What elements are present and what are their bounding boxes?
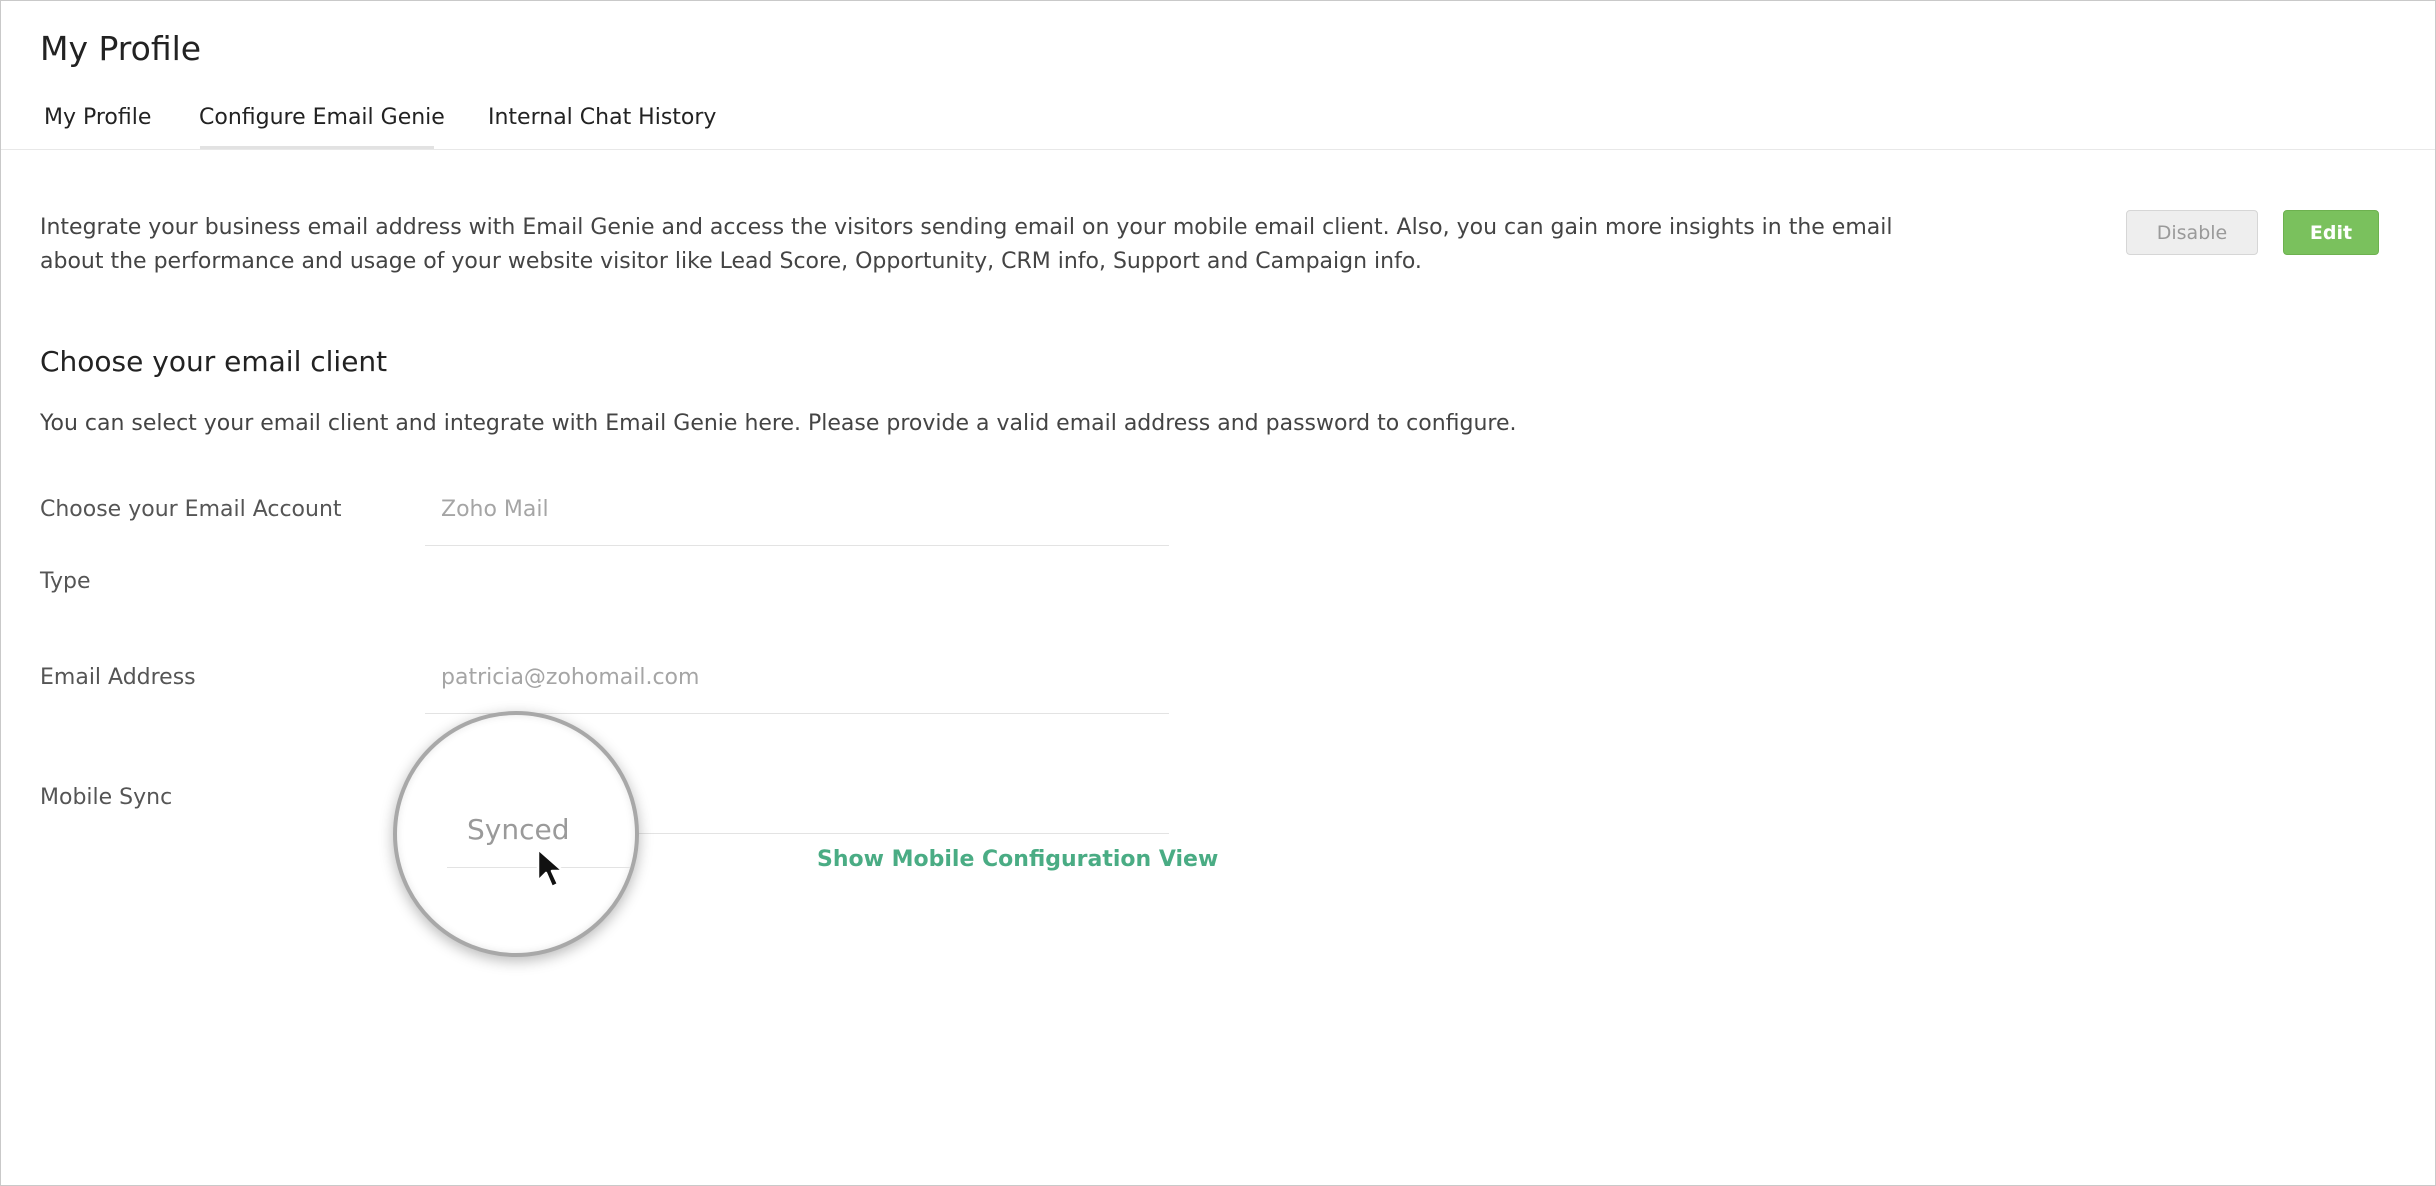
show-mobile-configuration-link[interactable]: Show Mobile Configuration View bbox=[817, 847, 1219, 872]
email-account-label: Choose your Email Account bbox=[40, 497, 342, 522]
page-title: My Profile bbox=[40, 29, 202, 68]
tab-configure-email-genie[interactable]: Configure Email Genie bbox=[199, 105, 445, 130]
intro-line-2: about the performance and usage of your website visitor like Lead Score, Opportunity, CRM info, Support and Campaign info. bbox=[40, 249, 1422, 274]
tab-my-profile[interactable]: My Profile bbox=[44, 105, 152, 130]
active-tab-indicator bbox=[200, 146, 434, 149]
intro-text bbox=[40, 211, 1920, 279]
email-account-underline bbox=[425, 545, 1169, 546]
magnifier-lens bbox=[393, 711, 639, 957]
mobile-sync-status: Synced bbox=[467, 813, 570, 846]
section-description: You can select your email client and integrate with Email Genie here. Please provide a valid email address and password to configure. bbox=[40, 411, 1517, 436]
mouse-pointer-icon bbox=[535, 847, 569, 893]
email-account-select[interactable]: Zoho Mail bbox=[441, 497, 549, 522]
intro-line-1: Integrate your business email address with Email Genie and access the visitors sending email on your mobile email client. Also, you can gain more insights in the email bbox=[40, 215, 1893, 240]
mobile-sync-label: Mobile Sync bbox=[40, 785, 173, 810]
email-address-field[interactable]: patricia@zohomail.com bbox=[441, 665, 700, 690]
tab-internal-chat-history[interactable]: Internal Chat History bbox=[488, 105, 717, 130]
disable-button[interactable]: Disable bbox=[2126, 210, 2258, 255]
type-label: Type bbox=[40, 569, 91, 594]
edit-button[interactable]: Edit bbox=[2283, 210, 2379, 255]
section-title: Choose your email client bbox=[40, 345, 388, 378]
tab-bar bbox=[1, 101, 2435, 150]
email-address-label: Email Address bbox=[40, 665, 196, 690]
